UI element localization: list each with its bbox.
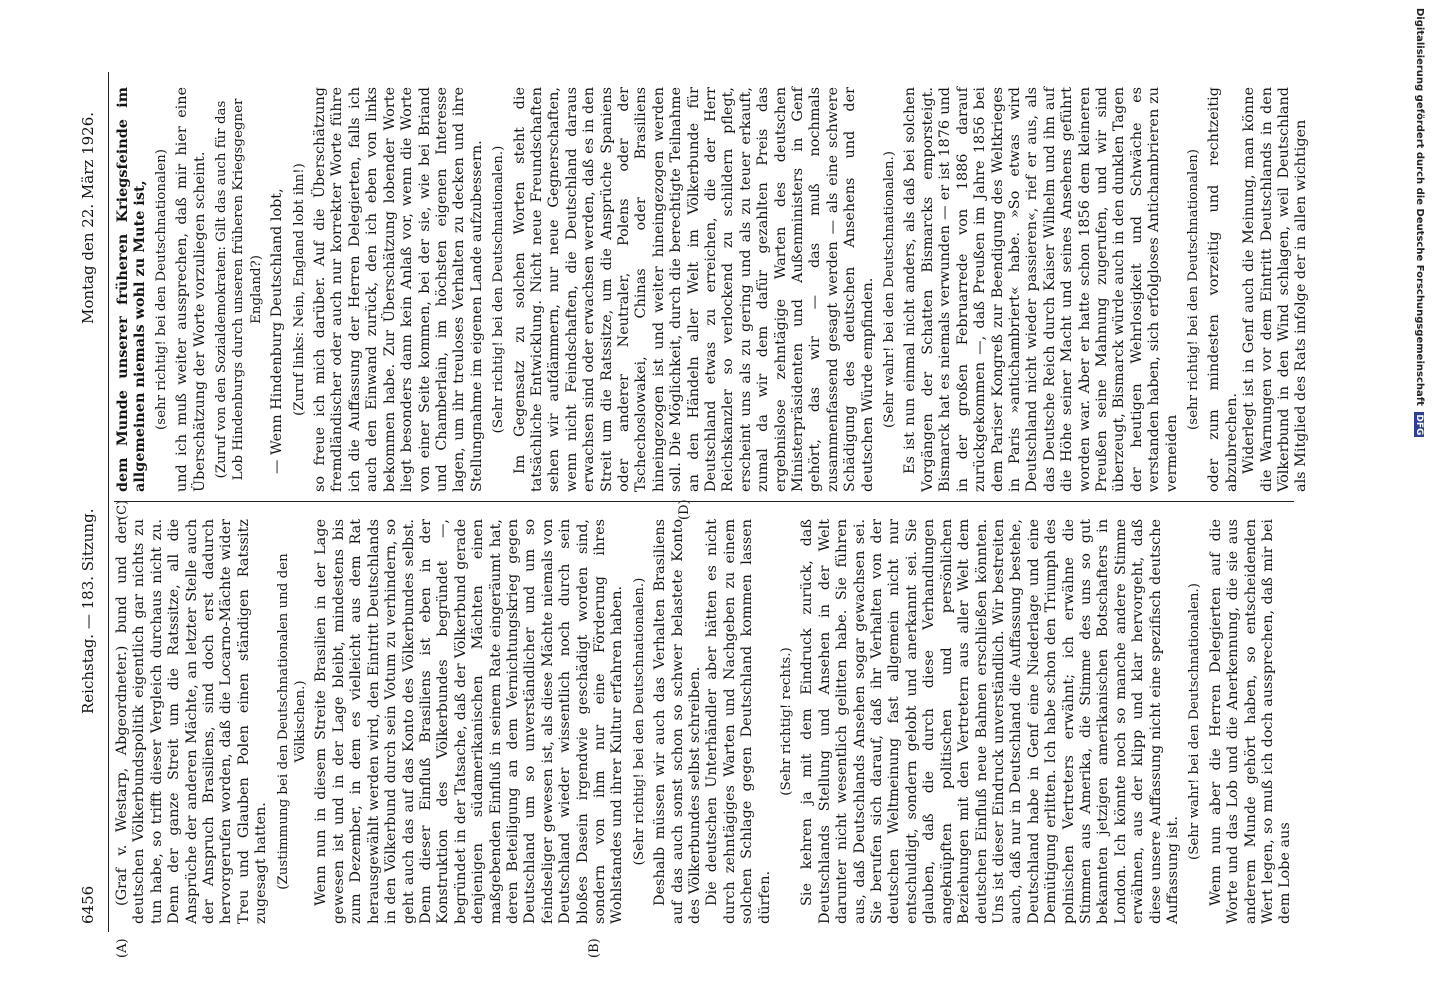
paragraph: — Wenn Hindenburg Deutschland lobt, (269, 188, 286, 474)
interjection: (Sehr wahr! bei den Deutschnationalen.) (882, 150, 898, 429)
left-text-column (114, 519, 1294, 924)
paragraph: Widerlegt ist in Genf auch die Meinung, man könne die Warnungen vor dem Eintritt Deutschlands in den Völkerbund in den Wind schlagen, weil Deutschland als Mitglied des Rats infolge der in allen wichtigen (1241, 87, 1310, 492)
paragraph: Wenn nun in diesem Streite Brasilien in der Lage gewesen ist und in der Lage bleibt, mindestens bis zum Dezember, in dem es vielleicht aus dem Rat herausgewählt werden wird, den Eintritt Deutschlands in den Völkerbund durch sein Votum zu verhindern, so geht auch das auf das Konto des Völkerbundes selbst. Denn dieser Einfluß Brasiliens ist eben in der Konstruktion des Völkerbundes begründet —, begründet in der Tatsache, daß der Völkerbund gerade denjenigen südamerikanischen Mächten einen maßgebenden Einfluß in seinem Rate eingeräumt hat, deren Beteiligung an dem Vernichtungskrieg gegen Deutschland um so unverständlicher und um so feindseliger gewesen ist, als diese Mächte niemals von Deutschland wieder wissentlich noch durch sein bloßes Dasein irgendwie geschädigt worden sind, sondern von ihm nur eine Förderung ihres Wohlstandes und ihrer Kultur erfahren haben. (313, 519, 626, 924)
interjection: (sehr richtig! bei den Deutschnationalen) (1185, 148, 1201, 431)
paragraph: Die deutschen Unterhändler aber hätten es nicht durch zehntägiges Warten und Nachgeben zu einem solchen Schlage gegen Deutschland kommen lassen dürfen. (704, 519, 773, 924)
running-header (80, 79, 102, 924)
margin-letter-b: (B) (587, 938, 602, 958)
sitting-date: Montag den 22. März 1926. (79, 111, 97, 324)
page-number: 6456 (79, 885, 97, 924)
rotated-document-page (79, 72, 1310, 958)
sitting-title: Reichstag. — 183. Sitzung. (79, 508, 97, 714)
right-text-column (114, 87, 1310, 492)
paragraph: (Graf v. Westarp, Abgeordneter.) bund und der deutschen Völkerbundspolitik eigentlich gar nichts zu tun habe, so trifft dieser Vergleich durchaus nicht zu. Denn der ganze Streit um die Ratssitze, all die Ansprüche der anderen Mächte, an letzter Stelle auch der Anspruch Brasiliens, sind doch erst dadurch hervorgerufen worden, daß die Locarno-Mächte wider Treu und Glauben Polen einen ständigen Ratssitz zugesagt hatten. (114, 519, 270, 924)
paragraph: oder zum mindesten vorzeitig und rechtzeitig abzubrechen. (1206, 87, 1240, 492)
dfg-logo: DFG (1414, 414, 1424, 436)
header-rule (108, 72, 109, 932)
interjection: (sehr richtig! bei den Deutschnationalen) (153, 148, 169, 431)
paragraph: Sie kehren ja mit dem Eindruck zurück, daß Deutschlands Stellung und Ansehen in der Welt darunter nicht wesentlich gelitten habe. Sie führen aus, daß Deutschlands Ansehen sogar gewachsen sei. Sie berufen sich darauf, daß ihr Verhalten von der deutschen Weltmeinung fast allgemein nicht nur entschuldigt, sondern gelobt und anerkannt sei. Sie glauben, daß die durch diese Verhandlungen angeknüpften politischen und persönlichen Beziehungen mit den Vertretern aus aller Welt dem deutschen Einfluß neue Bahnen erschließen könnten. Uns ist dieser Eindruck unverständlich. Wir bestreiten auch, daß nur in Deutschland die Auffassung bestehe, Deutschland habe in Genf eine Niederlage und eine Demütigung erlitten. Ich habe schon den Triumph des polnischen Vertreters erwähnt; ich erwähne die Stimmen aus Amerika, die Stimme des uns so gut bekannten jetzigen amerikanischen Botschafters in London. Ich könnte noch so manche andere Stimme erwähnen, aus der klipp und klar hervorgeht, daß diese unsere Auffassung nicht eine spezifisch deutsche Auffassung ist. (799, 519, 1181, 924)
interjection: (Zuruf von den Sozialdemokraten: Gilt das auch für das Lob Hindenburgs durch unseren früheren Kriegsgegner England?) (214, 98, 264, 481)
margin-letter-a: (A) (115, 938, 130, 958)
paragraph: Wenn nun aber die Herren Delegierten auf die Worte und das Lob und die Anerkennung, die sie aus anderem Munde gehört haben, so entscheidenden Wert legen, so muß ich doch aussprechen, daß mir bei dem Lobe aus (1207, 519, 1294, 924)
paragraph: Im Gegensatz zu solchen Worten steht die tatsächliche Entwicklung. Nicht neue Freundschaften sehen wir aufdämmern, nur neue Gegnerschaften, wenn nicht Feindschaften, die Deutschland daraus erwachsen sind oder erwachsen werden, daß es in den Streit um die Ratssitze, um die Ansprüche Spaniens oder anderer Neutraler, Polens oder der Tschechoslowakei, Chinas oder Brasiliens hineingezogen ist und weiter hineingezogen werden soll. Die Möglichkeit, durch die berechtigte Teilnahme an den Händeln aller Welt im Völkerbunde für Deutschland etwas zu erreichen, die der Herr Reichskanzler so verlockend zu schildern pflegt, erscheint uns als zu gering und als zu teuer erkauft, zumal da wir dem dafür gezahlten Preis das ergebnislose zehntägige Warten des deutschen Ministerpräsidenten und Außenministers in Genf gehört, das wir — das muß nochmals zusammenfassend gesagt werden — als eine schwere Schädigung des deutschen Ansehens und der deutschen Würde empfinden. (511, 87, 876, 492)
paragraph: so freue ich mich darüber. Auf die Überschätzung fremdländischer oder auch nur korrekter Worte führe ich die Auffassung der Herren Delegierten, falls ich auch den Einwand zurück, den ich eben von links bekommen habe. Zur Überschätzung lobender Worte liegt besonders dann kein Anlaß vor, wenn die Worte von einer Seite kommen, bei der sie, wie bei Briand und Chamberlain, im höchsten eigenen Interesse lagen, um ihr treuloses Verhalten zu decken und ihre Stellungnahme im eigenen Lande aufzubessern. (312, 87, 485, 492)
interjection: (Zustimmung bei den Deutschnationalen und den Völkischen.) (275, 553, 309, 890)
interjection: (Sehr wahr! bei den Deutschnationalen.) (1187, 582, 1203, 861)
paragraph: und ich muß weiter aussprechen, daß mir hier eine Überschätzung der Worte vorzuliegen scheint. (174, 87, 208, 492)
margin-letter-d: (D) (677, 499, 692, 520)
interjection: (Zuruf links: Nein, England lobt ihn!) (291, 163, 307, 416)
paragraph: dem Munde unserer früheren Kriegsfeinde im allgemeinen niemals wohl zu Mute ist, (114, 87, 149, 492)
interjection: (Sehr richtig! bei den Deutschnationalen.) (631, 577, 647, 866)
column-divider (114, 501, 1294, 502)
paragraph: Deshalb müssen wir auch das Verhalten Brasiliens auf das auch sonst schon so schwer belastete Konto des Völkerbundes selbst schreiben. (652, 519, 703, 924)
digitization-credit-text: Digitalisierung gefördert durch die Deutsche Forschungsgemeinschaft (1414, 8, 1425, 406)
paragraph: Es ist nun einmal nicht anders, als daß bei solchen Vorgängen der Schatten Bismarcks emporsteigt. Bismarck hat es niemals verwunden — er ist 1876 und in der großen Februarrede von 1886 darauf zurückgekommen —, daß Preußen im Jahre 1856 bei dem Pariser Kongreß zur Beendigung des Weltkrieges in Paris »antichambriert« habe. »So etwas wird Deutschland nicht wieder passieren«, rief er aus, als das Deutsche Reich durch Kaiser Wilhelm und ihn auf die Höhe seiner Macht und seines Ansehens geführt worden war. Aber er hatte schon 1856 dem kleineren Preußen seine Mahnung zugerufen, und wir sind überzeugt, Bismarck würde auch in den dunklen Tagen der heutigen Wehrlosigkeit und Schwäche es verstanden haben, sich erfolgloses Antichambrieren zu vermeiden (902, 87, 1180, 492)
interjection: (Sehr richtig! bei den Deutschnationalen.) (491, 145, 507, 434)
margin-letter-c: (C) (115, 499, 130, 520)
interjection: (Sehr richtig! rechts.) (779, 647, 795, 796)
digitization-credit (1414, 8, 1425, 437)
